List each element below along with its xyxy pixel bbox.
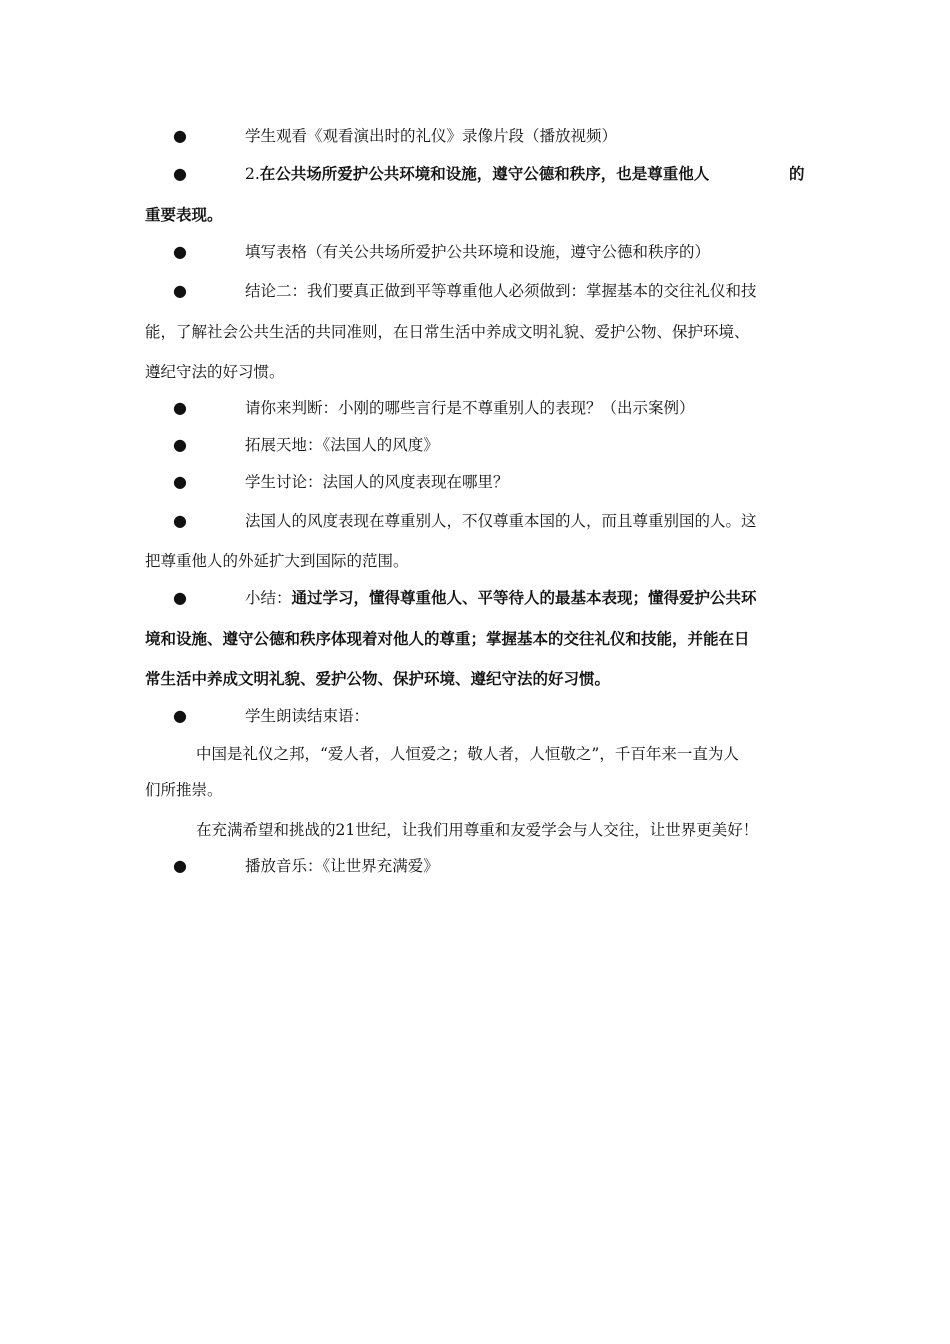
summary-label: 小结：	[245, 589, 292, 607]
paragraph-line-2: 把尊重他人的外延扩大到国际的范围。	[145, 552, 409, 570]
heading-number: 2.	[245, 165, 260, 183]
bullet-icon: ●	[173, 126, 187, 145]
bullet-icon: ●	[173, 435, 187, 454]
summary-line-2: 境和设施、遵守公德和秩序体现着对他人的尊重；掌握基本的交往礼仪和技能，并能在日	[145, 630, 750, 648]
closing-para-1-line-1: 中国是礼仪之邦，“爱人者，人恒爱之；敬人者，人恒敬之”，千百年来一直为人	[196, 745, 739, 763]
list-item-text: 拓展天地：《法国人的风度》	[245, 436, 439, 454]
bullet-icon: ●	[173, 588, 187, 607]
list-item-text: 学生观看《观看演出时的礼仪》录像片段（播放视频）	[245, 127, 618, 145]
conclusion-line-1: 结论二：我们要真正做到平等尊重他人必须做到：掌握基本的交往礼仪和技	[245, 282, 757, 300]
summary-line-1	[245, 588, 810, 608]
list-item-text: 播放音乐：《让世界充满爱》	[245, 857, 439, 875]
heading-text: 在公共场所爱护公共环境和设施，遵守公德和秩序，也是尊重他人	[259, 165, 710, 183]
bullet-icon: ●	[173, 511, 187, 530]
heading-text-continued: 重要表现。	[145, 206, 223, 224]
conclusion-line-2: 能，了解社会公共生活的共同准则，在日常生活中养成文明礼貌、爱护公物、保护环境、	[145, 323, 750, 341]
bullet-icon: ●	[173, 472, 187, 491]
summary-text: 通过学习，懂得尊重他人、平等待人的最基本表现；懂得爱护公共环	[291, 589, 757, 607]
bullet-icon: ●	[173, 398, 187, 417]
bullet-icon: ●	[173, 856, 187, 875]
summary-line-3: 常生活中养成文明礼貌、爱护公物、保护环境、遵纪守法的好习惯。	[145, 670, 611, 688]
list-item-text: 填写表格（有关公共场所爱护公共环境和设施，遵守公德和秩序的）	[245, 243, 711, 261]
closing-para-1-line-2: 们所推崇。	[145, 781, 223, 799]
closing-para-2: 在充满希望和挑战的21世纪，让我们用尊重和友爱学会与人交往，让世界更美好！	[196, 821, 759, 839]
list-item-text: 学生朗读结束语：	[245, 707, 370, 725]
conclusion-line-3: 遵纪守法的好习惯。	[145, 363, 285, 381]
list-item-text: 请你来判断：小刚的哪些言行是不尊重别人的表现？（出示案例）	[245, 399, 695, 417]
heading-text-tail: 的	[789, 165, 805, 183]
bullet-icon: ●	[173, 164, 187, 183]
bullet-icon: ●	[173, 281, 187, 300]
bullet-icon: ●	[173, 242, 187, 261]
list-item-text: 学生讨论：法国人的风度表现在哪里？	[245, 473, 509, 491]
paragraph-line-1: 法国人的风度表现在尊重别人，不仅尊重本国的人，而且尊重别国的人。这	[245, 512, 757, 530]
bullet-icon: ●	[173, 706, 187, 725]
list-item-heading	[245, 164, 810, 184]
